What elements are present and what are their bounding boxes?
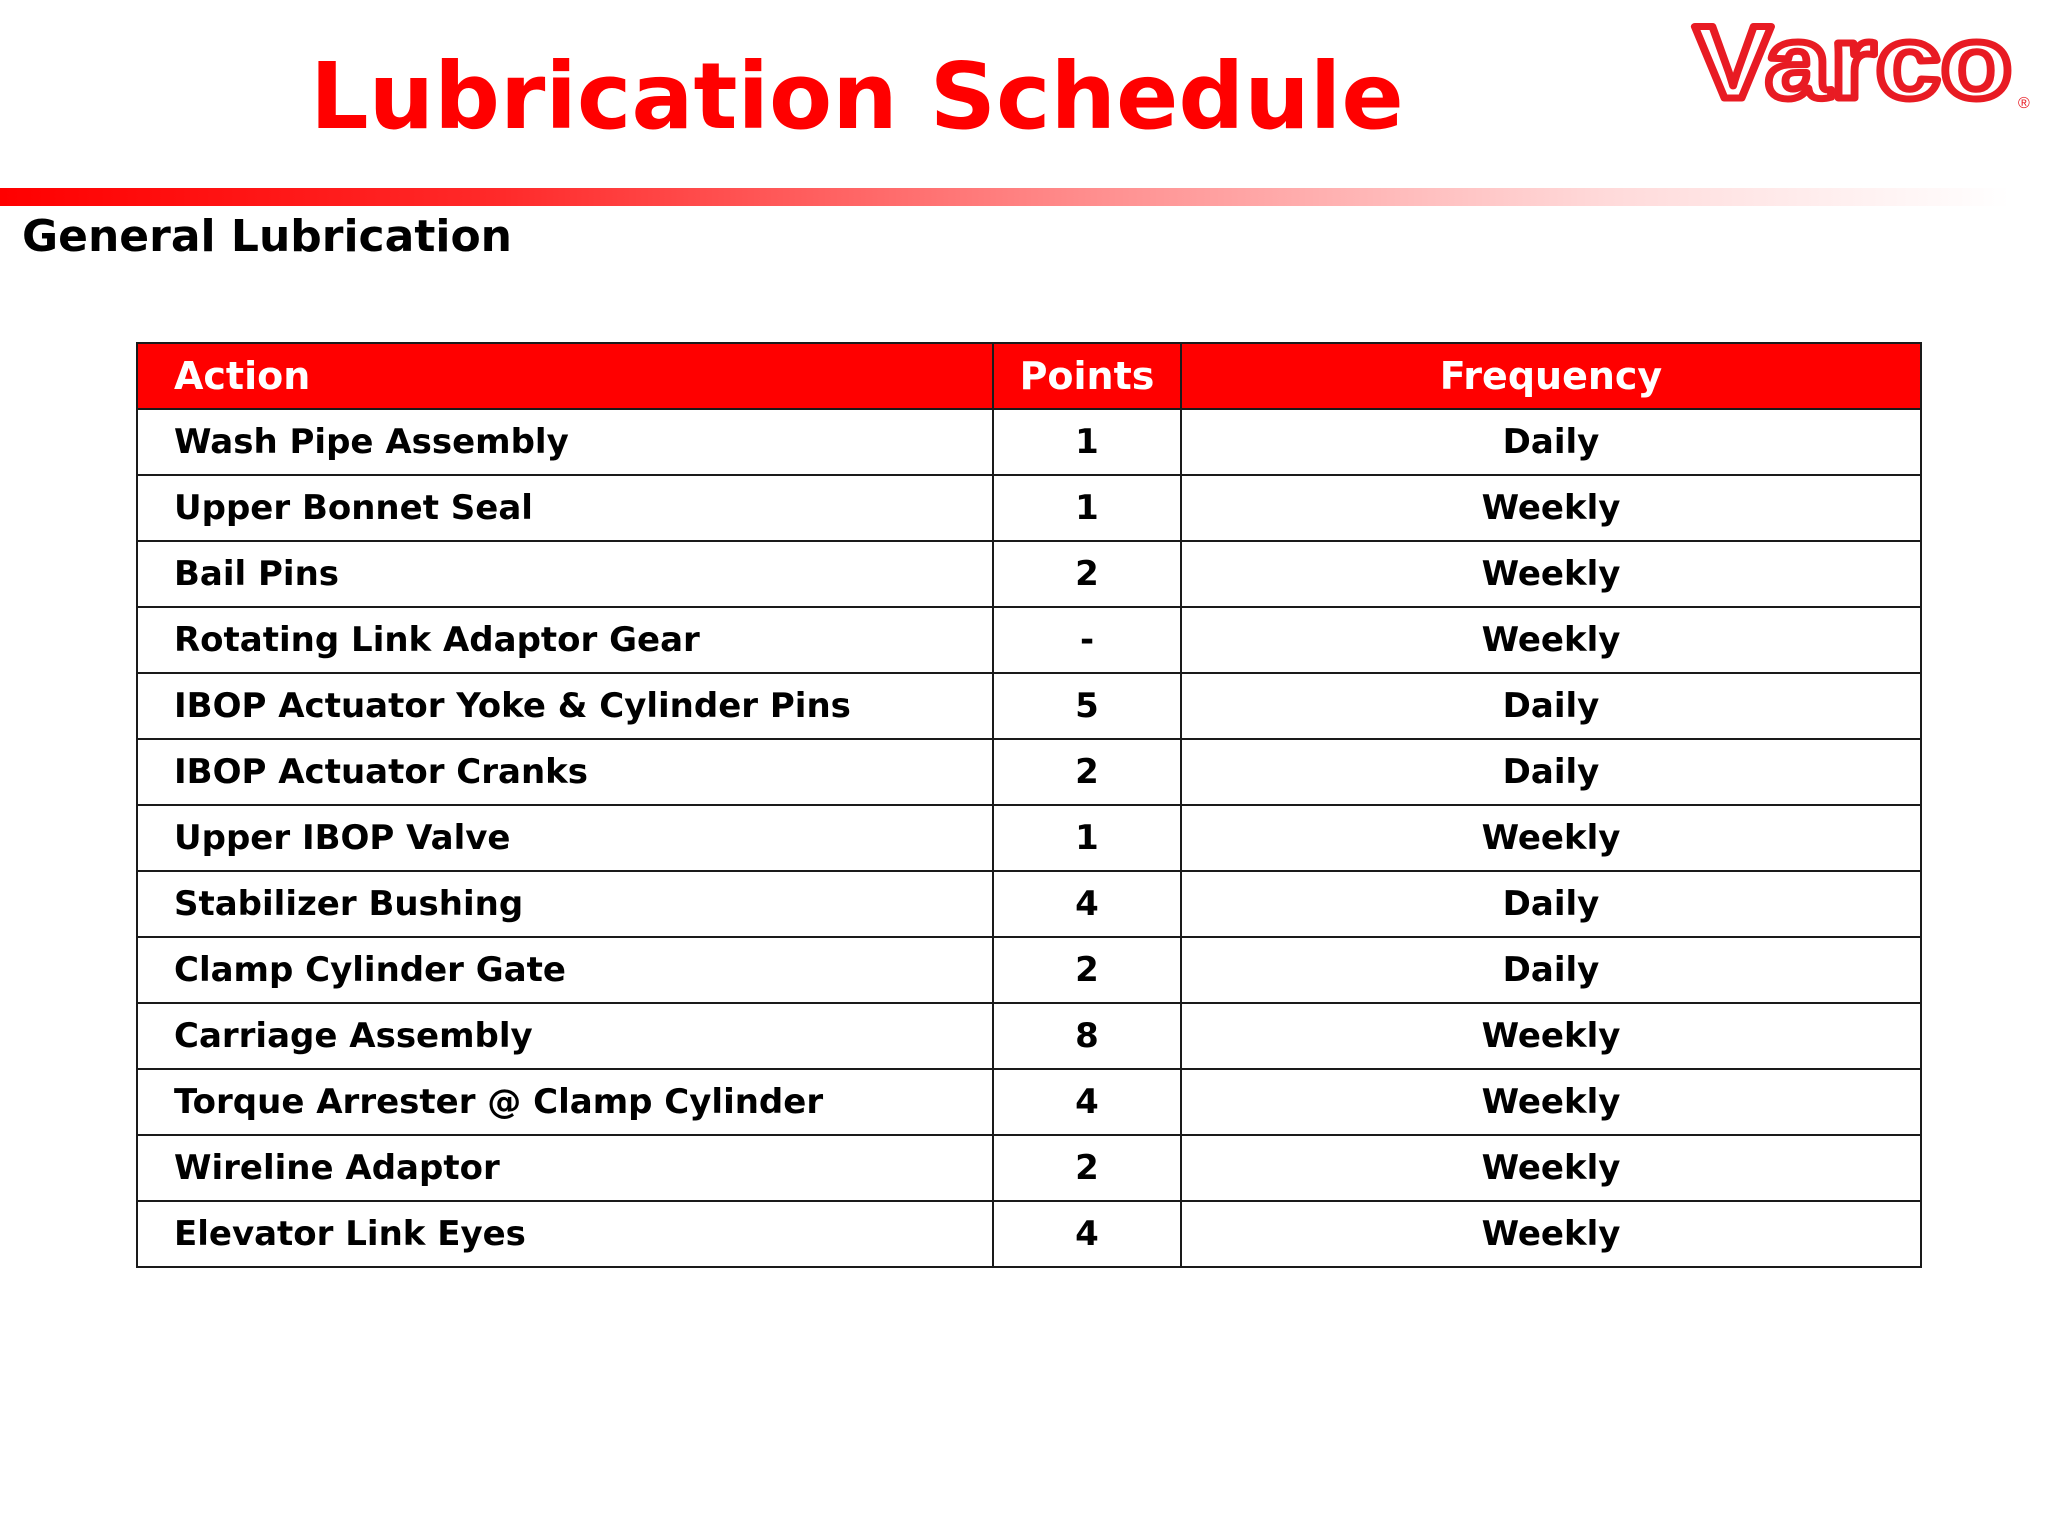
row-frequency: Daily <box>1181 739 1921 805</box>
row-points: 2 <box>993 1135 1181 1201</box>
table-row <box>137 1135 1921 1201</box>
table-row <box>137 1201 1921 1267</box>
row-action: Torque Arrester @ Clamp Cylinder <box>137 1069 993 1135</box>
row-action: Wireline Adaptor <box>137 1135 993 1201</box>
page-title: Lubrication Schedule <box>310 43 1404 150</box>
table-row <box>137 937 1921 1003</box>
row-action: Upper IBOP Valve <box>137 805 993 871</box>
accent-divider <box>0 188 2010 206</box>
table-row <box>137 541 1921 607</box>
table-row <box>137 1069 1921 1135</box>
row-frequency: Weekly <box>1181 1003 1921 1069</box>
table-header-row <box>137 343 1921 409</box>
row-points: 2 <box>993 739 1181 805</box>
table-row <box>137 607 1921 673</box>
row-frequency: Weekly <box>1181 541 1921 607</box>
row-action: Wash Pipe Assembly <box>137 409 993 475</box>
table-row <box>137 475 1921 541</box>
table-row <box>137 739 1921 805</box>
table-row <box>137 409 1921 475</box>
section-title: General Lubrication <box>22 211 512 262</box>
row-action: Carriage Assembly <box>137 1003 993 1069</box>
row-points: 1 <box>993 805 1181 871</box>
row-points: - <box>993 607 1181 673</box>
row-points: 1 <box>993 409 1181 475</box>
row-action: Stabilizer Bushing <box>137 871 993 937</box>
logo-text: Varco <box>1694 8 2012 120</box>
row-points: 8 <box>993 1003 1181 1069</box>
row-frequency: Weekly <box>1181 607 1921 673</box>
row-frequency: Daily <box>1181 409 1921 475</box>
row-frequency: Daily <box>1181 937 1921 1003</box>
logo-registered-mark: ® <box>2018 95 2030 112</box>
row-action: Rotating Link Adaptor Gear <box>137 607 993 673</box>
row-points: 1 <box>993 475 1181 541</box>
row-points: 4 <box>993 871 1181 937</box>
row-frequency: Weekly <box>1181 1135 1921 1201</box>
table-row <box>137 871 1921 937</box>
row-action: IBOP Actuator Yoke & Cylinder Pins <box>137 673 993 739</box>
row-action: Clamp Cylinder Gate <box>137 937 993 1003</box>
table-row <box>137 805 1921 871</box>
row-frequency: Weekly <box>1181 475 1921 541</box>
table-row <box>137 673 1921 739</box>
table-row <box>137 1003 1921 1069</box>
row-points: 4 <box>993 1069 1181 1135</box>
row-action: IBOP Actuator Cranks <box>137 739 993 805</box>
row-points: 2 <box>993 937 1181 1003</box>
row-frequency: Daily <box>1181 673 1921 739</box>
header-frequency: Frequency <box>1181 343 1921 409</box>
row-frequency: Weekly <box>1181 1201 1921 1267</box>
row-frequency: Weekly <box>1181 1069 1921 1135</box>
row-action: Bail Pins <box>137 541 993 607</box>
row-frequency: Weekly <box>1181 805 1921 871</box>
varco-logo <box>1690 8 2040 120</box>
header-points: Points <box>993 343 1181 409</box>
header-action: Action <box>137 343 993 409</box>
row-points: 5 <box>993 673 1181 739</box>
row-points: 4 <box>993 1201 1181 1267</box>
row-action: Elevator Link Eyes <box>137 1201 993 1267</box>
lubrication-table <box>136 342 1922 1268</box>
row-points: 2 <box>993 541 1181 607</box>
row-frequency: Daily <box>1181 871 1921 937</box>
row-action: Upper Bonnet Seal <box>137 475 993 541</box>
